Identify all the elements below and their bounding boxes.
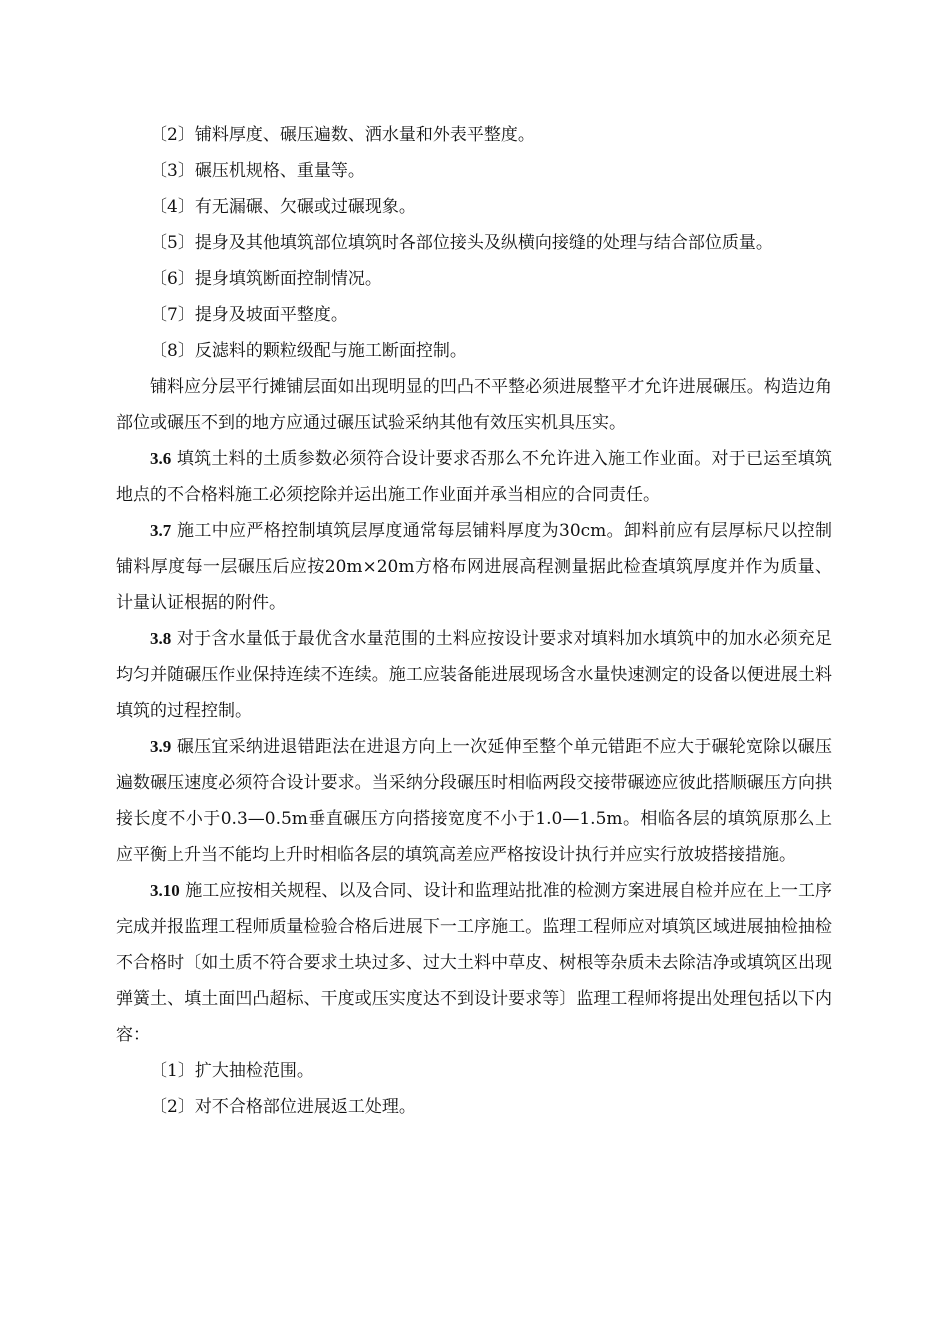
list-item-7: 〔7〕提身及坡面平整度。 bbox=[150, 305, 348, 325]
list-item-3: 〔3〕碾压机规格、重量等。 bbox=[150, 161, 365, 181]
list-item-8: 〔8〕反滤料的颗粒级配与施工断面控制。 bbox=[150, 341, 467, 361]
section-number: 3.9 bbox=[150, 737, 172, 756]
list-item-2-rework: 〔2〕对不合格部位进展返工处理。 bbox=[150, 1097, 416, 1117]
section-3-10 bbox=[116, 873, 832, 1053]
section-text: 对于含水量低于最优含水量范围的土料应按设计要求对填料加水填筑中的加水必须充足均匀并随碾压作业保持连续不连续。施工应装备能进展现场含水量快速测定的设备以便进展土料填筑的过程控制。 bbox=[116, 629, 833, 721]
paving-paragraph: 铺料应分层平行摊铺层面如出现明显的凹凸不平整必须进展整平才允许进展碾压。构造边角部位或碾压不到的地方应通过碾压试验采纳其他有效压实机具压实。 bbox=[116, 377, 832, 433]
section-number: 3.10 bbox=[150, 881, 180, 900]
section-number: 3.7 bbox=[150, 521, 172, 540]
document-body bbox=[116, 117, 832, 1125]
list-item-6: 〔6〕提身填筑断面控制情况。 bbox=[150, 269, 382, 289]
section-3-9 bbox=[116, 729, 832, 873]
section-text: 碾压宜采纳进退错距法在进退方向上一次延伸至整个单元错距不应大于碾轮宽除以碾压遍数碾压速度必须符合设计要求。当采纳分段碾压时相临两段交接带碾迹应彼此搭顺碾压方向拱接长度不小于0.3—0.5m垂直碾压方向搭接宽度不小于1.0—1.5m。相临各层的填筑原那么上应平衡上升当不能均上升时相临各层的填筑高差应严格按设计执行并应实行放坡搭接措施。 bbox=[116, 737, 833, 865]
section-number: 3.6 bbox=[150, 449, 172, 468]
section-text: 施工应按相关规程、以及合同、设计和监理站批准的检测方案进展自检并应在上一工序完成并报监理工程师质量检验合格后进展下一工序施工。监理工程师应对填筑区域进展抽检抽检不合格时〔如土质不符合要求土块过多、过大土料中草皮、树根等杂质未去除洁净或填筑区出现弹簧土、填土面凹凸超标、干度或压实度达不到设计要求等〕监理工程师将提出处理包括以下内容： bbox=[116, 881, 833, 1045]
section-text: 施工中应严格控制填筑层厚度通常每层铺料厚度为30cm。卸料前应有层厚标尺以控制铺料厚度每一层碾压后应按20m×20m方格布网进展高程测量据此检查填筑厚度并作为质量、计量认证根据的附件。 bbox=[116, 521, 833, 613]
section-3-8 bbox=[116, 621, 832, 729]
list-item-4: 〔4〕有无漏碾、欠碾或过碾现象。 bbox=[150, 197, 416, 217]
list-item-1: 〔1〕扩大抽检范围。 bbox=[150, 1061, 314, 1081]
list-item-2: 〔2〕铺料厚度、碾压遍数、洒水量和外表平整度。 bbox=[150, 125, 535, 145]
section-3-7 bbox=[116, 513, 832, 621]
section-number: 3.8 bbox=[150, 629, 172, 648]
section-text: 填筑土料的土质参数必须符合设计要求否那么不允许进入施工作业面。对于已运至填筑地点的不合格料施工必须挖除并运出施工作业面并承当相应的合同责任。 bbox=[116, 449, 833, 505]
list-item-5: 〔5〕提身及其他填筑部位填筑时各部位接头及纵横向接缝的处理与结合部位质量。 bbox=[150, 233, 773, 253]
section-3-6 bbox=[116, 441, 832, 513]
